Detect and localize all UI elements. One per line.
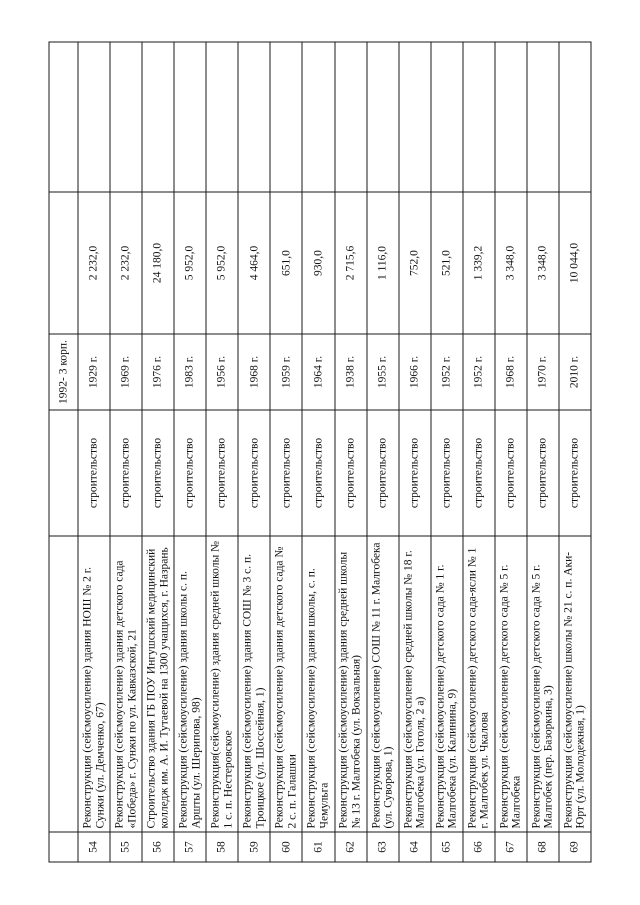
table-row bbox=[335, 42, 367, 862]
work-type: строительство bbox=[142, 410, 174, 536]
table-row bbox=[399, 42, 431, 862]
object-name: Реконструкция (сейсмоусиление) детского сада-ясли № 1 г. Малгобек ул. Чкалова bbox=[463, 536, 495, 832]
object-name: Реконструкция (сейсмоусиление) детского сада № 1 г. Малгобека (ул. Калинина, 9) bbox=[431, 536, 463, 832]
cost-value: 3 348,0 bbox=[527, 192, 559, 334]
row-number: 56 bbox=[142, 832, 174, 862]
object-name: Реконструкция (сейсмоусиление) здания детского сада № 2 с. п. Галашки bbox=[270, 536, 302, 832]
work-type: строительство bbox=[559, 410, 591, 536]
empty-cell bbox=[559, 42, 591, 192]
build-year: 1970 г. bbox=[527, 334, 559, 410]
table-row bbox=[527, 42, 559, 862]
build-year: 1959 г. bbox=[270, 334, 302, 410]
object-name: Реконструкция (сейсмоусиление) детского сада № 5 г. Малгобека bbox=[495, 536, 527, 832]
row-number: 65 bbox=[431, 832, 463, 862]
table-row bbox=[206, 42, 238, 862]
cost-value: 2 232,0 bbox=[110, 192, 142, 334]
empty-cell bbox=[367, 42, 399, 192]
build-year: 1956 г. bbox=[206, 334, 238, 410]
rotated-table-frame bbox=[49, 42, 592, 862]
object-name: Реконструкция (сейсмоусиление) здания СОШ № 3 с. п. Троицкое (ул. Шоссейная, 1) bbox=[238, 536, 270, 832]
cost-value: 5 952,0 bbox=[206, 192, 238, 334]
work-type: строительство bbox=[174, 410, 206, 536]
row-number: 60 bbox=[270, 832, 302, 862]
cost-value: 4 464,0 bbox=[238, 192, 270, 334]
cost-value: 3 348,0 bbox=[495, 192, 527, 334]
cost-value: 2 232,0 bbox=[78, 192, 110, 334]
empty-cell bbox=[142, 42, 174, 192]
table-row bbox=[302, 42, 334, 862]
object-name: Реконструкция (сейсмоусиление) СОШ № 11 г. Малгобека (ул. Суворова, 1) bbox=[367, 536, 399, 832]
cost-value: 24 180,0 bbox=[142, 192, 174, 334]
row-number: 63 bbox=[367, 832, 399, 862]
build-year: 1968 г. bbox=[238, 334, 270, 410]
empty-cell bbox=[270, 42, 302, 192]
empty-cell bbox=[335, 42, 367, 192]
empty-cell bbox=[78, 42, 110, 192]
table-row bbox=[270, 42, 302, 862]
objects-table-body bbox=[49, 42, 591, 862]
cost-value: 651,0 bbox=[270, 192, 302, 334]
build-year: 1983 г. bbox=[174, 334, 206, 410]
row-number: 69 bbox=[559, 832, 591, 862]
table-row bbox=[495, 42, 527, 862]
objects-table bbox=[49, 41, 592, 862]
object-name: Реконструкция (сейсмоусиление) здания школы с. п. Аршты (ул. Шерипова, 98) bbox=[174, 536, 206, 832]
row-number: 59 bbox=[238, 832, 270, 862]
work-type: строительство bbox=[463, 410, 495, 536]
empty-cell bbox=[527, 42, 559, 192]
build-year: 1966 г. bbox=[399, 334, 431, 410]
cost-value: 5 952,0 bbox=[174, 192, 206, 334]
cost-value: 1 116,0 bbox=[367, 192, 399, 334]
object-name: Реконструкция (сейсмоусиление) здания школы, с. п. Чемульга bbox=[302, 536, 334, 832]
object-name: Реконструкция(сейсмоусиление) здания средней школы № 1 с. п. Нестеровское bbox=[206, 536, 238, 832]
work-type: строительство bbox=[399, 410, 431, 536]
row-number: 57 bbox=[174, 832, 206, 862]
object-name: Реконструкция (сейсмоусиление) здания детского сада «Победа» г. Сунжи по ул. Кавказской, 21 bbox=[110, 536, 142, 832]
row-number: 62 bbox=[335, 832, 367, 862]
empty-cell bbox=[174, 42, 206, 192]
table-cell-year-note: 1992- 3 корп. bbox=[49, 334, 78, 410]
build-year: 1955 г. bbox=[367, 334, 399, 410]
row-number: 55 bbox=[110, 832, 142, 862]
table-row bbox=[559, 42, 591, 862]
cost-value: 930,0 bbox=[302, 192, 334, 334]
work-type: строительство bbox=[367, 410, 399, 536]
work-type: строительство bbox=[302, 410, 334, 536]
empty-cell bbox=[110, 42, 142, 192]
build-year: 1968 г. bbox=[495, 334, 527, 410]
object-name: Реконструкция (сейсмоусиление) детского сада № 5 г. Малгобек (пер. Базоркина, 3) bbox=[527, 536, 559, 832]
build-year: 1938 г. bbox=[335, 334, 367, 410]
work-type: строительство bbox=[238, 410, 270, 536]
table-cell-type bbox=[49, 410, 78, 536]
table-row bbox=[367, 42, 399, 862]
cost-value: 521,0 bbox=[431, 192, 463, 334]
build-year: 1952 г. bbox=[431, 334, 463, 410]
build-year: 1969 г. bbox=[110, 334, 142, 410]
table-row bbox=[110, 42, 142, 862]
object-name: Реконструкция (сейсмоусиление) школы № 21 с. п. Аки-Юрт (ул. Молодежная, 1) bbox=[559, 536, 591, 832]
empty-cell bbox=[206, 42, 238, 192]
empty-cell bbox=[302, 42, 334, 192]
object-name: Реконструкция (сейсмоусиление) здания НОШ № 2 г. Сунжи (ул. Демченко, 67) bbox=[78, 536, 110, 832]
table-row bbox=[142, 42, 174, 862]
object-name: Реконструкция (сейсмоусиление) средней школы № 18 г. Малгобека (ул. Гоголя, 2 а) bbox=[399, 536, 431, 832]
table-cell-extra bbox=[49, 42, 78, 192]
object-name: Реконструкция (сейсмоусиление) здания средней школы № 13 г. Малгобека (ул. Вокзальная) bbox=[335, 536, 367, 832]
empty-cell bbox=[431, 42, 463, 192]
table-row bbox=[78, 42, 110, 862]
work-type: строительство bbox=[495, 410, 527, 536]
cost-value: 1 339,2 bbox=[463, 192, 495, 334]
table-row bbox=[463, 42, 495, 862]
table-row bbox=[174, 42, 206, 862]
build-year: 1952 г. bbox=[463, 334, 495, 410]
empty-cell bbox=[495, 42, 527, 192]
cost-value: 10 044,0 bbox=[559, 192, 591, 334]
row-number: 64 bbox=[399, 832, 431, 862]
table-row bbox=[431, 42, 463, 862]
row-number: 61 bbox=[302, 832, 334, 862]
work-type: строительство bbox=[527, 410, 559, 536]
build-year: 2010 г. bbox=[559, 334, 591, 410]
table-row bbox=[238, 42, 270, 862]
work-type: строительство bbox=[431, 410, 463, 536]
empty-cell bbox=[399, 42, 431, 192]
work-type: строительство bbox=[78, 410, 110, 536]
work-type: строительство bbox=[110, 410, 142, 536]
work-type: строительство bbox=[270, 410, 302, 536]
work-type: строительство bbox=[206, 410, 238, 536]
table-cell-value bbox=[49, 192, 78, 334]
table-cell-name bbox=[49, 536, 78, 832]
empty-cell bbox=[463, 42, 495, 192]
work-type: строительство bbox=[335, 410, 367, 536]
cost-value: 2 715,6 bbox=[335, 192, 367, 334]
build-year: 1964 г. bbox=[302, 334, 334, 410]
table-cell-num bbox=[49, 832, 78, 862]
row-number: 54 bbox=[78, 832, 110, 862]
build-year: 1976 г. bbox=[142, 334, 174, 410]
empty-cell bbox=[238, 42, 270, 192]
build-year: 1929 г. bbox=[78, 334, 110, 410]
row-number: 58 bbox=[206, 832, 238, 862]
object-name: Строительство здания ГБ ПОУ Ингушский медицинский колледж им. А. И. Тутаевой на 1300 учащихся, г. Назрань bbox=[142, 536, 174, 832]
row-number: 68 bbox=[527, 832, 559, 862]
row-number: 66 bbox=[463, 832, 495, 862]
table-row-header-continuation bbox=[49, 42, 78, 862]
cost-value: 752,0 bbox=[399, 192, 431, 334]
row-number: 67 bbox=[495, 832, 527, 862]
